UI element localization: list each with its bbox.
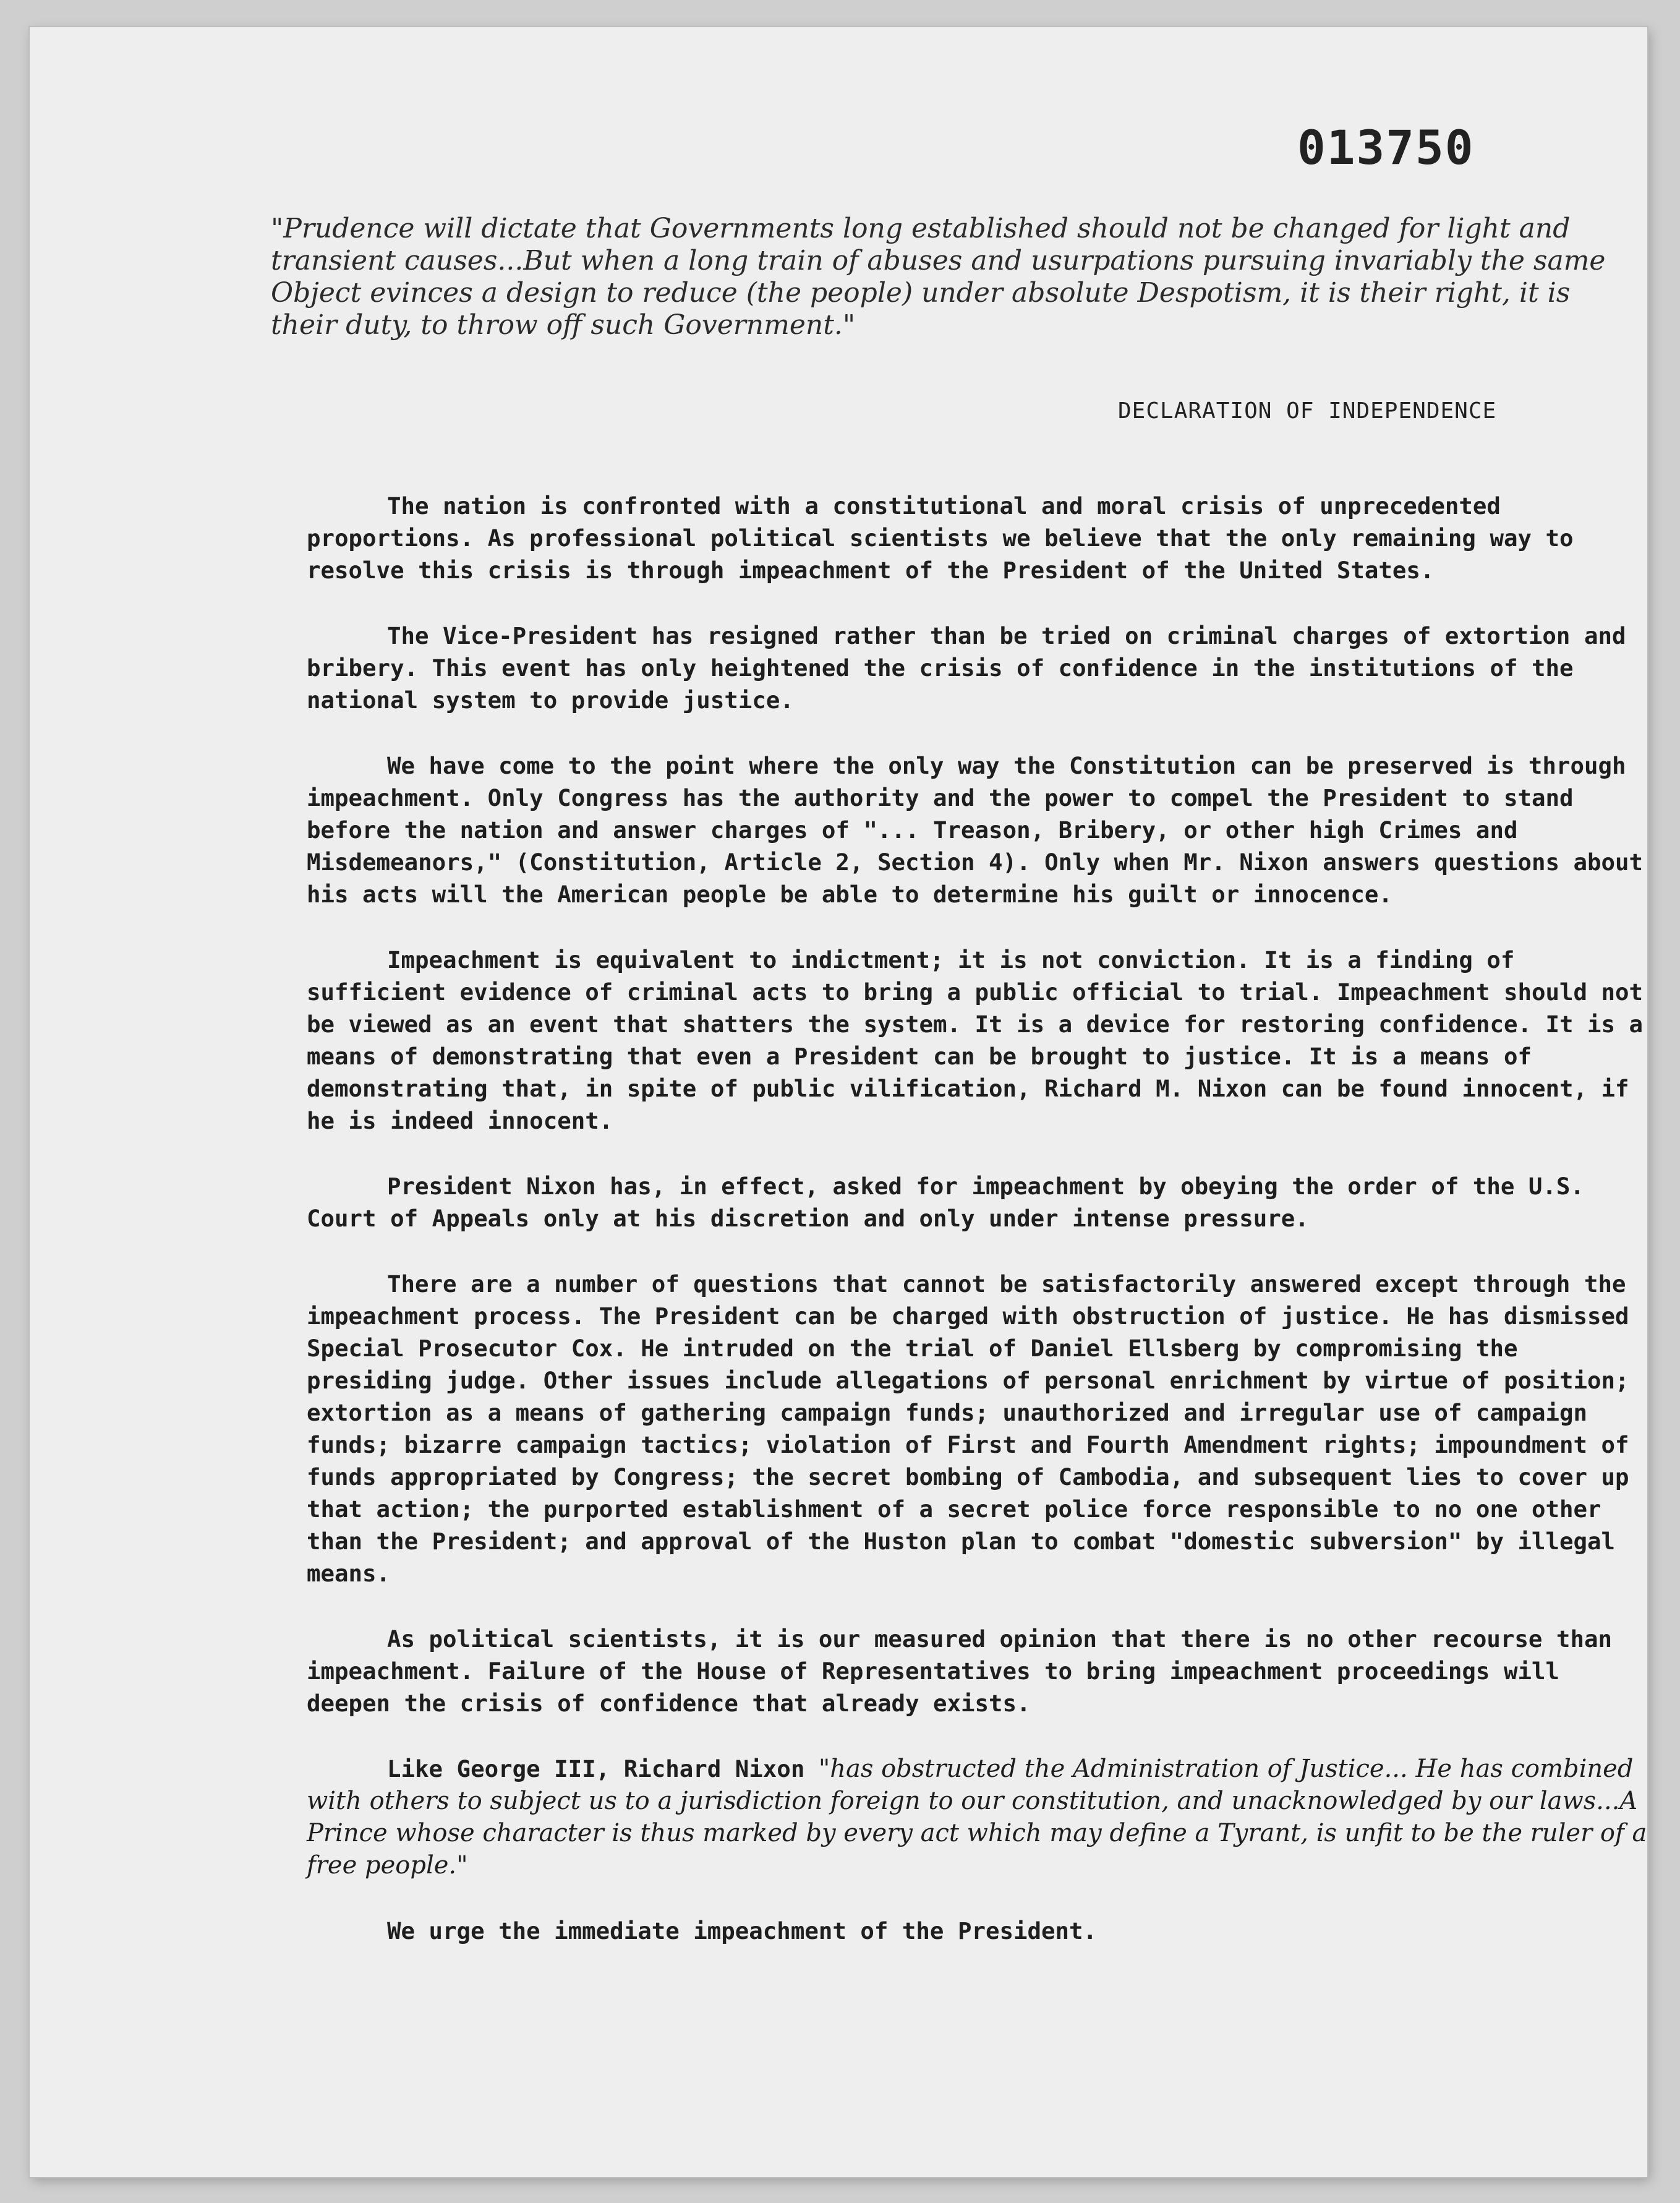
paragraph-george-iii (307, 1753, 1655, 1881)
paragraph-vice-president: The Vice-President has resigned rather than be tried on criminal charges of extortion and bribery. This event has only heightened the crisis of confidence in the institutions of the national system to provide justice. (307, 622, 1626, 714)
george-quote-text: "has obstructed the Administration of Justice... He has combined with others to subject us to a jurisdiction foreign to our constitution, and unacknowledged by our laws...A Prince whose character is thus marked by every act which may define a Tyrant, is unfit to be the ruler of a free people." (307, 1755, 1647, 1880)
paragraph-indictment: Impeachment is equivalent to indictment; it is not conviction. It is a finding of sufficient evidence of criminal acts to bring a public official to trial. Impeachment should not be viewed as an event that shatters the system. It is a device for restoring confidence. It is a means of demonstrating that even a President can be brought to justice. It is a means of demonstrating that, in spite of public vilification, Richard M. Nixon can be found innocent, if he is indeed innocent. (307, 946, 1644, 1134)
document-page (30, 27, 1647, 2177)
letter-body (307, 490, 1655, 1947)
paragraph-crisis: The nation is confronted with a constitutional and moral crisis of unprecedented proportions. As professional political scientists we believe that the only remaining way to resolve this crisis is through impeachment of the President of the United States. (307, 492, 1574, 584)
paragraph-constitution: We have come to the point where the only way the Constitution can be preserved is through impeachment. Only Congress has the authority and the power to compel the President to stand before the nation and answer charges of "... Treason, Bribery, or other high Crimes and Misdemeanors," (Constitution, Article 2, Section 4). Only when Mr. Nixon answers questions about his acts will the American people be able to determine his guilt or innocence. (307, 752, 1644, 908)
epigraph-text: "Prudence will dictate that Governments long established should not be changed for light and transient causes...But when a long train of abuses and usurpations pursuing invariably the same Object evinces a design to reduce (the people) under absolute Despotism, it is their right, it is their duty, to throw off such Government." (271, 213, 1606, 341)
george-lead-text: Like George III, Richard Nixon (387, 1755, 819, 1782)
epigraph-quote (271, 213, 1631, 341)
page-number: 013750 (1297, 120, 1475, 175)
paragraph-court-of-appeals: President Nixon has, in effect, asked for impeachment by obeying the order of the U.S. Court of Appeals only at his discretion and only under intense pressure. (307, 1173, 1584, 1232)
paragraph-questions: There are a number of questions that cannot be satisfactorily answered except through the impeachment process. The President can be charged with obstruction of justice. He has dismissed Special Prosecutor Cox. He intruded on the trial of Daniel Ellsberg by compromising the presiding judge. Other issues include allegations of personal enrichment by virtue of position; extortion as a means of gathering campaign funds; unauthorized and irregular use of campaign funds; bizarre campaign tactics; violation of First and Fourth Amendment rights; impoundment of funds appropriated by Congress; the secret bombing of Cambodia, and subsequent lies to cover up that action; the purported establishment of a secret police force responsible to no one other than the President; and approval of the Huston plan to combat "domestic subversion" by illegal means. (307, 1270, 1629, 1587)
epigraph-source: DECLARATION OF INDEPENDENCE (1118, 398, 1497, 424)
paragraph-closing: We urge the immediate impeachment of the President. (387, 1917, 1098, 1944)
paragraph-opinion: As political scientists, it is our measured opinion that there is no other recourse than impeachment. Failure of the House of Representatives to bring impeachment proceedings will deepen the crisis of confidence that already exists. (307, 1625, 1612, 1717)
